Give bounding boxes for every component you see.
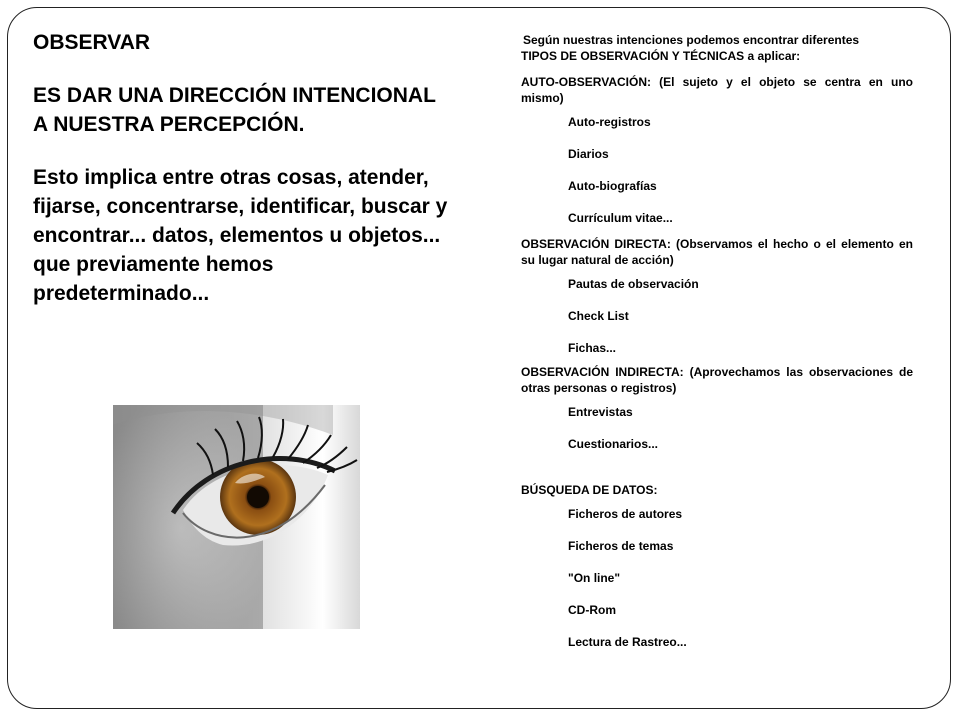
eye-icon [113, 405, 360, 629]
right-column [521, 32, 913, 658]
list-item: CD-Rom [568, 603, 616, 617]
intro-line-2: TIPOS DE OBSERVACIÓN Y TÉCNICAS a aplicar: [521, 49, 801, 63]
left-column [33, 28, 453, 308]
list-item: Lectura de Rastreo... [568, 635, 687, 649]
list-item: Pautas de observación [568, 277, 699, 291]
list-item: Auto-registros [568, 115, 651, 129]
definition-text: ES DAR UNA DIRECCIÓN INTENCIONAL A NUESTRA PERCEPCIÓN. [33, 84, 436, 136]
list-item: Ficheros de temas [568, 539, 674, 553]
slide-heading: OBSERVAR [33, 31, 151, 54]
section-busqueda-datos [521, 482, 913, 658]
section-observacion-directa [521, 236, 913, 364]
section-title: AUTO-OBSERVACIÓN: (El sujeto y el objeto se centra en uno mismo) [521, 75, 913, 105]
section-observacion-indirecta [521, 364, 913, 460]
section-title: OBSERVACIÓN INDIRECTA: (Aprovechamos las observaciones de otras personas o registros) [521, 365, 913, 395]
body-text: Esto implica entre otras cosas, atender, fijarse, concentrarse, identificar, buscar y encontrar... datos, elementos u objetos... que previamente hemos predeterminado... [33, 166, 448, 305]
list-item: Fichas... [568, 341, 617, 355]
list-item: Entrevistas [568, 405, 633, 419]
section-title: BÚSQUEDA DE DATOS: [521, 483, 658, 497]
intro-text [521, 32, 913, 64]
eye-photo [113, 405, 360, 629]
list-item: Currículum vitae... [568, 211, 673, 225]
list-item: "On line" [568, 571, 621, 585]
list-item: Diarios [568, 147, 609, 161]
section-title: OBSERVACIÓN DIRECTA: (Observamos el hecho o el elemento en su lugar natural de acción) [521, 237, 913, 267]
list-item: Check List [568, 309, 629, 323]
section-auto-observacion [521, 74, 913, 234]
intro-line-1: Según nuestras intenciones podemos encontrar diferentes [523, 33, 860, 47]
list-item: Ficheros de autores [568, 507, 683, 521]
list-item: Cuestionarios... [568, 437, 659, 451]
list-item: Auto-biografías [568, 179, 657, 193]
